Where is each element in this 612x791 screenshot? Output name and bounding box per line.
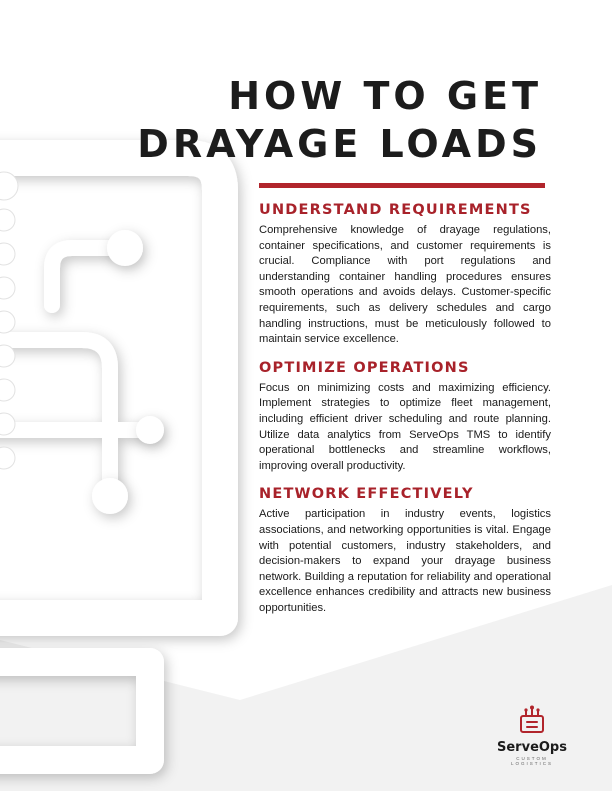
section-understand-requirements [259,202,551,348]
logo-name: ServeOps [497,740,567,755]
section-body: Comprehensive knowledge of drayage regulations, container specifications, and customer requirements is crucial. Compliance with port regulations and understanding container handling procedures ensures smooth operations and avoids delays. Customer-specific requirements, such as delivery schedules and cargo handling instructions, must be meticulously followed to maintain service excellence. [259,224,551,346]
section-heading: NETWORK EFFECTIVELY [259,486,474,503]
page-title [137,72,542,168]
serveops-logo [494,704,570,766]
title-line-2: DRAYAGE LOADS [137,122,542,166]
section-network-effectively [259,486,551,616]
section-heading: OPTIMIZE OPERATIONS [259,359,470,376]
title-divider [259,183,545,188]
section-body: Focus on minimizing costs and maximizing efficiency. Implement strategies to optimize fleet management, including efficient driver scheduling and route planning. Utilize data analytics from ServeOps TMS to identify operational bottlenecks and streamline workflows, improving overall productivity. [259,381,551,472]
content-column [259,202,551,628]
serveops-logo-icon [517,704,547,734]
logo-tagline: CUSTOM LOGISTICS [510,756,553,766]
section-heading: UNDERSTAND REQUIREMENTS [259,202,532,218]
section-body: Active participation in industry events, logistics associations, and networking opportunities is vital. Engage with potential customers, industry stakeholders, and decision-makers to expand your drayage business network. Building a reputation for reliability and operational excellence enhances credibility and attracts new business opportunities. [259,508,551,614]
title-line-1: HOW TO GET [228,74,542,118]
section-optimize-operations [259,360,551,475]
